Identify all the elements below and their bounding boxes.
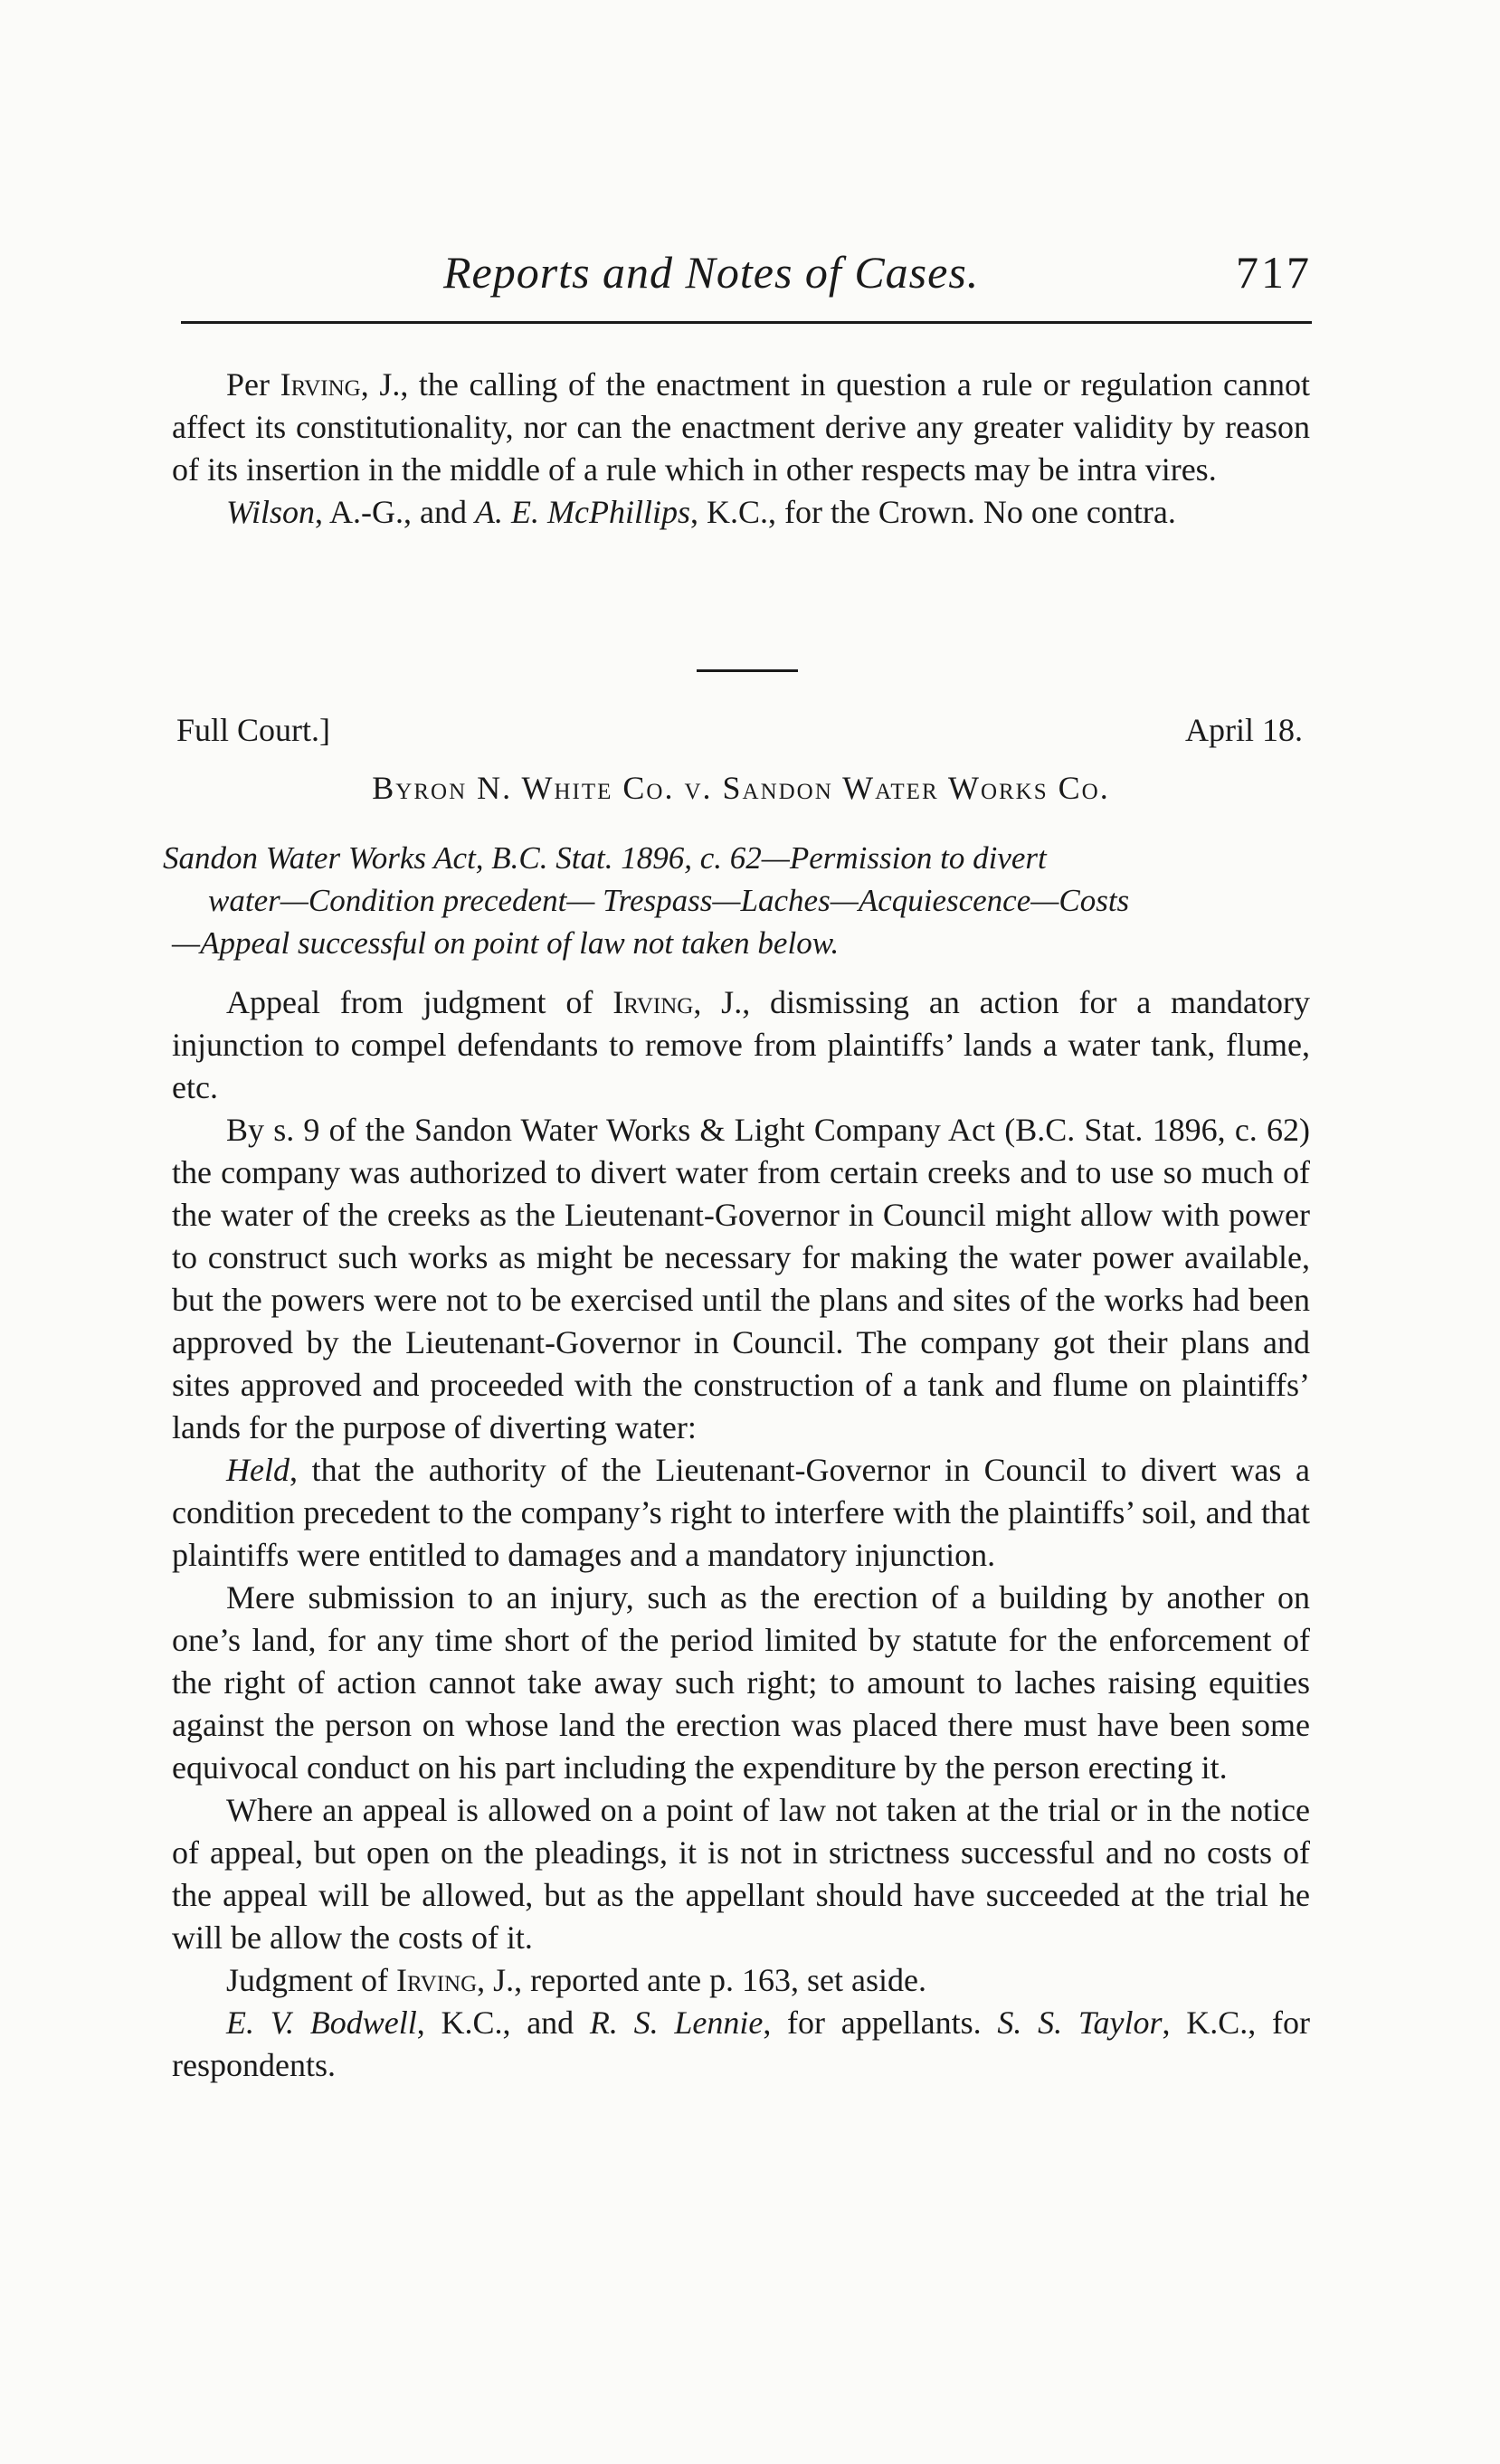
court-name: Full Court.] [176,712,331,748]
paragraph: Mere submission to an injury, such as the erection of a building by another on one’s land, for any time short of the period limited by statute for the enforcement of the right of action cannot take away such right; to amount to laches raising equities against the person on whose land the erection was placed there must have been some equivocal conduct on his part including the expenditure by the person erecting it. [172,1579,1310,1786]
counsel-name: R. S. Lennie [589,2004,764,2041]
case-date: April 18. [1185,712,1303,748]
page-number: 717 [1236,247,1312,298]
headnote-line: water—Condition precedent— Trespass—Laches—Acquiescence—Costs [208,883,1130,918]
judge-name: Irving [612,984,694,1020]
text-run: , K.C., for the Crown. No one contra. [689,494,1176,530]
text-run: , A.-G., and [315,494,475,530]
previous-case-counsel [172,491,1310,534]
case-separator [697,669,798,672]
case-title: Byron N. White Co. v. Sandon Water Works Co. [372,770,1110,806]
paragraph: By s. 9 of the Sandon Water Works & Light Company Act (B.C. Stat. 1896, c. 62) the company was authorized to divert water from certain creeks and to use so much of the water of the creeks as the Lieutenant-Governor in Council might allow with power to construct such works as might be necessary for making the water power available, but the powers were not to be exercised until the plans and sites of the works had been approved by the Lieutenant-Governor in Council. The company got their plans and sites approved and proceeded with the construction of a tank and flume on plaintiffs’ lands for the purpose of diverting water: [172,1112,1310,1445]
header-rule [181,321,1312,324]
text-run: , K.C., and [416,2004,590,2041]
text-run: , K.C., for respondents. [172,2004,1310,2083]
counsel-name: A. E. McPhillips [475,494,690,530]
text-run: , J., dismissing an action for a mandatory injunction to compel defendants to remove from plaintiffs’ lands a water tank, flume, etc. [172,984,1310,1105]
paragraph [172,1449,1310,1577]
paragraph [172,1959,1310,2002]
running-title: Reports and Notes of Cases. [443,247,980,298]
judge-name: Irving [280,366,361,403]
counsel-name: Wilson [226,494,316,530]
previous-case-paragraph [172,364,1310,491]
headnote-line: —Appeal successful on point of law not taken below. [172,925,840,961]
running-head [181,246,1312,309]
counsel-name: S. S. Taylor [997,2004,1163,2041]
counsel-paragraph [172,2002,1310,2087]
text-run: , that the authority of the Lieutenant-Governor in Council to divert was a condition precedent to the company’s right to interfere with the plaintiffs’ soil, and that plaintiffs were entitled to damages and a mandatory injunction. [172,1452,1310,1573]
text-run: , J., reported ante p. 163, set aside. [477,1962,927,1998]
headnote-line: Sandon Water Works Act, B.C. Stat. 1896, c. 62—Permission to divert [163,840,1047,876]
judge-name: Irving [395,1962,478,1998]
text-run: Per [226,366,280,403]
text-run: , for appellants. [763,2004,998,2041]
text-run: , J., the calling of the enactment in question a rule or regulation cannot affect its constitutionality, nor can the enactment derive any greater validity by reason of its insertion in the middle of a rule which in other respects may be intra vires. [172,366,1310,488]
text-run: Appeal from judgment of [226,984,613,1020]
case-body [172,981,1310,2087]
text-run: Judgment of [226,1962,396,1998]
paragraph: Where an appeal is allowed on a point of law not taken at the trial or in the notice of appeal, but open on the pleadings, it is not in strictness successful and no costs of the appeal will be allowed, but as the appellant should have succeeded at the trial he will be allow the costs of it. [172,1792,1310,1956]
held-label: Held [226,1452,290,1488]
counsel-name: E. V. Bodwell [226,2004,417,2041]
previous-case-text [172,364,1310,534]
paragraph [172,981,1310,1109]
headnote [163,837,1312,964]
